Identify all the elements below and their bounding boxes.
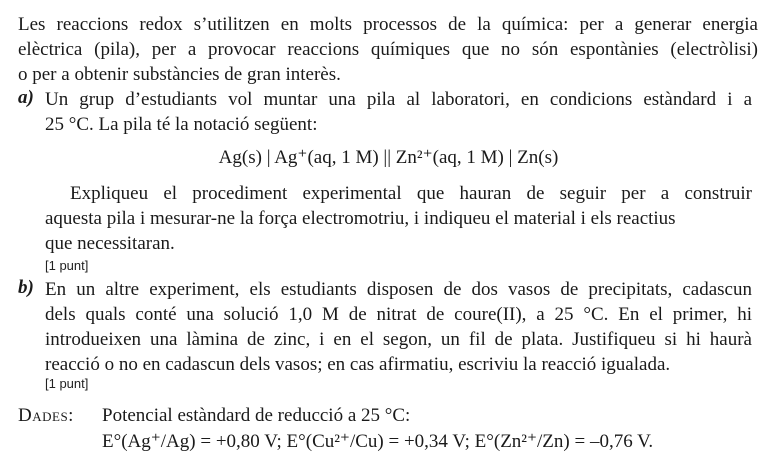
part-a-instr-line-2: aquesta pila i mesurar-ne la força electromotriu, i indiqueu el material i els reactius xyxy=(45,208,676,229)
intro-line-1: Les reaccions redox s’utilitzen en molts processos de la química: per a generar energia xyxy=(18,14,758,35)
part-a-points: [1 punt] xyxy=(45,258,89,273)
part-a-label: a) xyxy=(18,87,34,108)
part-a-instr-line-1: Expliqueu el procediment experimental que hauran de seguir per a construir xyxy=(70,183,752,204)
cell-notation xyxy=(0,146,777,169)
part-b-line-4: reacció o no en cadascun dels vasos; en cas afirmatiu, escriviu la reacció igualada. xyxy=(45,354,671,375)
part-b-question xyxy=(45,277,752,377)
intro-line-2: elèctrica (pila), per a provocar reaccions químiques que no són espontànies (electròlisi) xyxy=(18,39,758,60)
part-a-instr-line-3: que necessitaran. xyxy=(45,233,175,254)
data-section-title: Dades: xyxy=(18,405,74,426)
part-b-line-1: En un altre experiment, els estudiants disposen de dos vasos de precipitats, cadascun xyxy=(45,279,752,300)
cell-notation-text: Ag(s) | Ag⁺(aq, 1 M) || Zn²⁺(aq, 1 M) | Zn(s) xyxy=(218,147,559,168)
data-potential-values: E°(Ag⁺/Ag) = +0,80 V; E°(Cu²⁺/Cu) = +0,34 V; E°(Zn²⁺/Zn) = –0,76 V. xyxy=(102,431,654,452)
part-a-question xyxy=(45,87,752,137)
intro-line-3: o per a obtenir substàncies de gran interès. xyxy=(18,64,341,85)
part-b-label: b) xyxy=(18,277,34,298)
intro-paragraph xyxy=(18,12,758,87)
part-a-line-1: Un grup d’estudiants vol muntar una pila al laboratori, en condicions estàndard i a xyxy=(45,89,752,110)
data-potential-heading: Potencial estàndard de reducció a 25 °C: xyxy=(102,405,411,426)
part-b-line-2: dels quals conté una solució 1,0 M de nitrat de coure(II), a 25 °C. En el primer, hi xyxy=(45,304,752,325)
part-a-line-2: 25 °C. La pila té la notació següent: xyxy=(45,114,318,135)
part-b-points: [1 punt] xyxy=(45,376,89,391)
part-b-line-3: introdueixen una làmina de zinc, i en el segon, un fil de plata. Justifiqueu si hi haurà xyxy=(45,329,752,350)
part-a-instructions xyxy=(45,181,752,256)
